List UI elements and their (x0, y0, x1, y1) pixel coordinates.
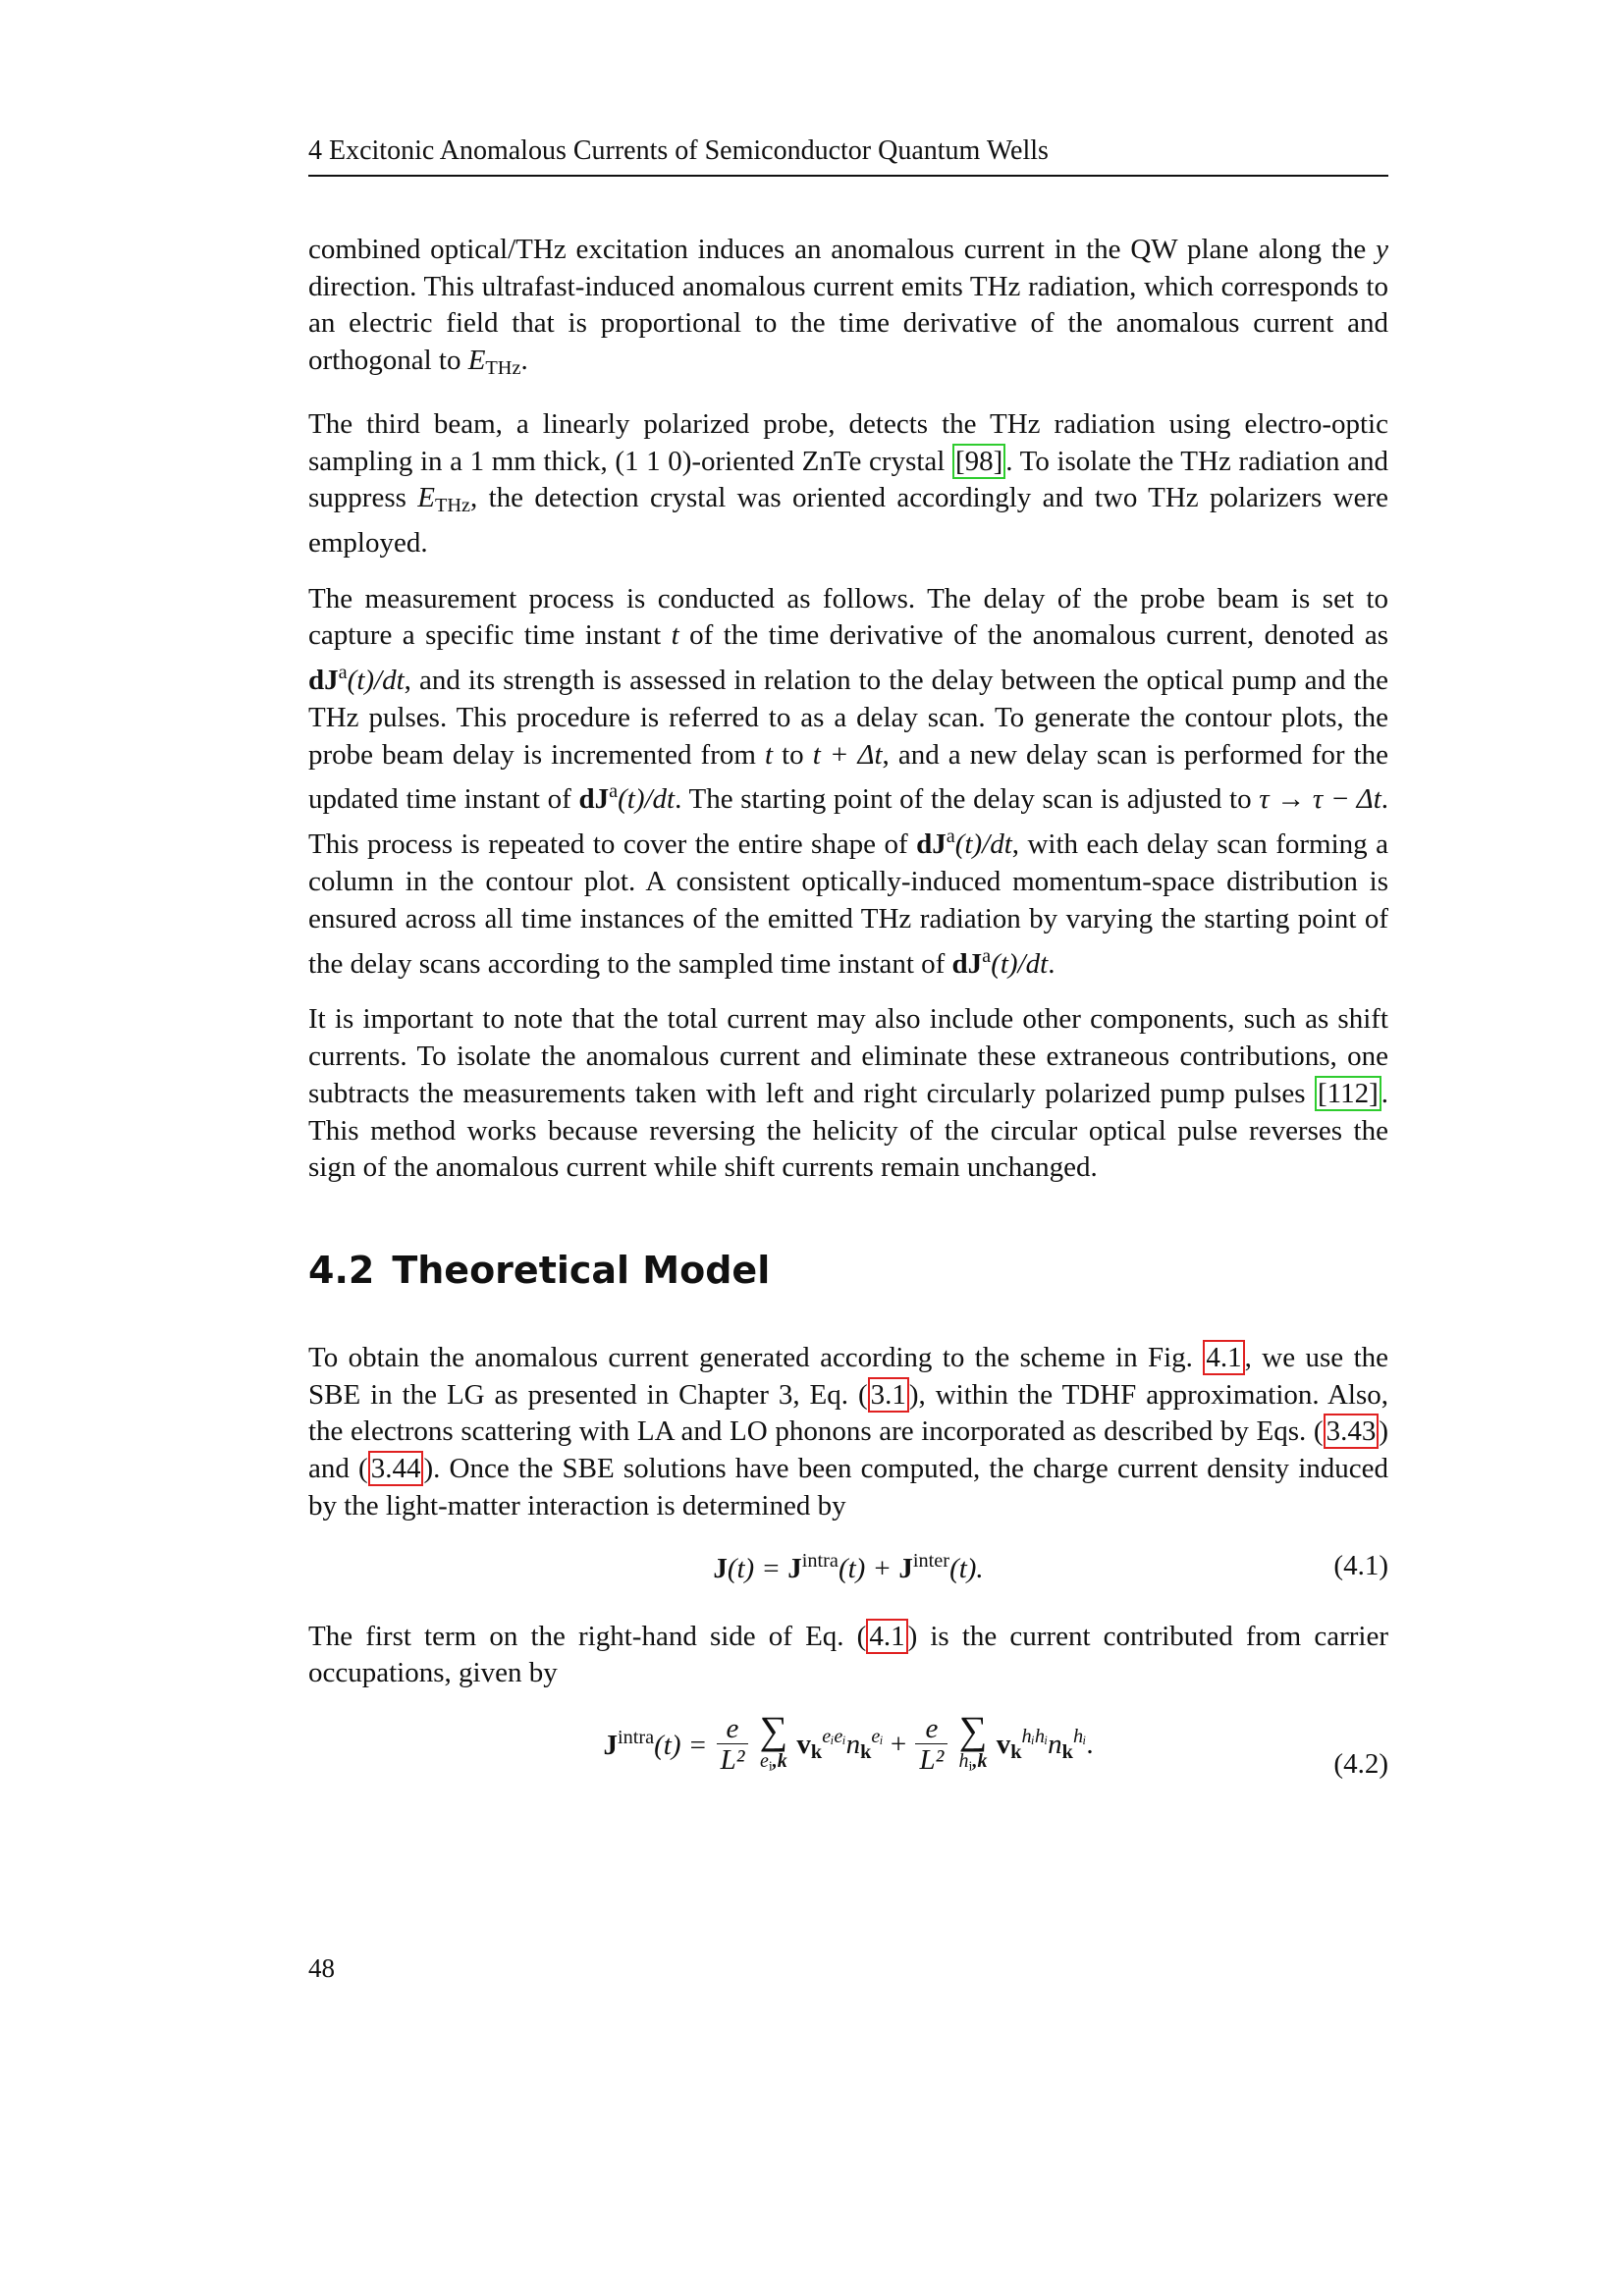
paragraph-2 (308, 406, 1388, 562)
summand (796, 1725, 914, 1763)
math-sup: a (609, 780, 619, 803)
math-dj: dJ (578, 783, 610, 816)
text: , with each delay scan forming a column in the contour plot. A consistent optically-induced momentum-space distribution is ensured across all time instances of the emitted THz radiation by varying the starting point of the delay scans according to the sampled time instant of (308, 828, 1388, 980)
text: ) and ( (308, 1415, 1388, 1485)
plus: + (883, 1728, 914, 1760)
equation-number: (4.1) (1333, 1549, 1388, 1581)
math-sub: THz (485, 357, 521, 380)
denominator: L² (720, 1743, 745, 1776)
sum-index (760, 1750, 788, 1779)
text: . This method works because reversing the helicity of the circular optical pulse reverses the sign of the anomalous current while shift currents remain unchanged. (308, 1077, 1388, 1184)
numerator: e (717, 1714, 749, 1744)
equation-4-1 (308, 1544, 1388, 1599)
idx-k: ,k (972, 1749, 988, 1772)
math-rest: (t)/dt (618, 783, 676, 816)
math-args: (t) + (838, 1552, 899, 1584)
math-args: (t) = (654, 1730, 715, 1762)
math-args: (t). (949, 1552, 984, 1584)
text: of the time derivative of the anomalous current, denoted as (678, 619, 1389, 652)
math-n: n (845, 1728, 861, 1760)
text: . The starting point of the delay scan is adjusted to (675, 783, 1260, 816)
sum-symbol (759, 1707, 788, 1779)
math-sup: hᵢ (1072, 1725, 1087, 1747)
math-v: v (996, 1728, 1011, 1760)
math-rest: (t)/dt (347, 665, 405, 697)
period: . (1086, 1728, 1094, 1760)
math-y: y (1376, 234, 1388, 265)
text: ) is the current contributed from carrier occupations, given by (308, 1620, 1388, 1689)
math-rest: (t)/dt (991, 947, 1049, 980)
text: . (1048, 947, 1056, 980)
paragraph-6 (308, 1619, 1388, 1692)
body-text-top (308, 232, 1388, 1205)
equation-ref-link[interactable]: 4.1 (866, 1619, 907, 1654)
math-sup: intra (617, 1727, 655, 1749)
citation-link[interactable]: [112] (1315, 1076, 1381, 1111)
math-sup: hᵢhᵢ (1021, 1725, 1049, 1747)
math-k: k (1010, 1740, 1022, 1763)
text: . This process is repeated to cover the entire shape of (308, 783, 1388, 861)
equation-ref-link[interactable]: 3.44 (368, 1451, 424, 1486)
text: . (520, 345, 528, 377)
math-j: J (898, 1552, 913, 1584)
section-title: Theoretical Model (392, 1249, 771, 1292)
paragraph-3 (308, 581, 1388, 984)
sigma: ∑ (759, 1707, 788, 1752)
text: The third beam, a linearly polarized probe, detects the THz radiation using electro-optic sampling in a 1 mm thick, (1 1 0)-oriented ZnTe crystal (308, 407, 1388, 477)
text: ). Once the SBE solutions have been computed, the charge current density induced by the light-matter interaction is determined by (308, 1453, 1388, 1522)
math-sup: intra (801, 1549, 839, 1572)
text: , we use the SBE in the LG as presented in Chapter 3, Eq. ( (308, 1342, 1388, 1411)
text: . To isolate the THz radiation and suppress (308, 445, 1388, 514)
math-j: J (603, 1730, 618, 1762)
running-header: 4 Excitonic Anomalous Currents of Semiconductor Quantum Wells (308, 133, 1388, 177)
text: direction. This ultrafast-induced anomalous current emits THz radiation, which corresponds to an electric field that is proportional to the time derivative of the anomalous current and orthogonal to (308, 270, 1388, 377)
text: ), within the TDHF approximation. Also, the electrons scattering with LA and LO phonons are incorporated as described by Eqs. ( (308, 1378, 1388, 1448)
math-k: k (860, 1740, 872, 1763)
math-dj: dJ (308, 665, 339, 697)
section-heading (308, 1247, 770, 1294)
text: combined optical/THz excitation induces an anomalous current in the QW plane along the (308, 234, 1377, 265)
sigma: ∑ (958, 1707, 988, 1752)
equation-body (308, 1550, 1388, 1585)
text: It is important to note that the total current may also include other components, such as shift currents. To isolate the anomalous current and eliminate these extraneous contributions, one subtracts the measurements taken with left and right circularly polarized pump pulses (308, 1003, 1388, 1109)
text: The first term on the right-hand side of Eq. ( (308, 1620, 867, 1652)
math-tau: τ → τ − Δt (1259, 783, 1381, 816)
citation-link[interactable]: [98] (952, 444, 1005, 479)
math-sup: eᵢ (871, 1725, 884, 1747)
math-t: t (764, 738, 774, 771)
text: To obtain the anomalous current generated according to the scheme in Fig. (308, 1342, 1204, 1373)
section-number: 4.2 (308, 1249, 375, 1292)
sum-symbol (958, 1707, 988, 1779)
math-sup: a (946, 826, 955, 848)
equation-number: (4.2) (1333, 1747, 1388, 1780)
text: to (773, 738, 813, 771)
text: , and its strength is assessed in relation to the delay between the optical pump and the THz pulses. This procedure is referred to as a delay scan. To generate the contour plots, the probe beam delay is incremented from (308, 665, 1388, 771)
equation-ref-link[interactable]: 3.1 (868, 1377, 909, 1413)
fraction (717, 1714, 749, 1776)
text: , the detection crystal was oriented accordingly and two THz polarizers were employed. (308, 482, 1388, 560)
math-sup: eᵢeᵢ (822, 1725, 846, 1747)
math-rest: (t)/dt (954, 828, 1012, 861)
math-sub: THz (434, 495, 470, 517)
equation-ref-link[interactable]: 3.43 (1324, 1414, 1380, 1449)
math-v: v (796, 1728, 811, 1760)
numerator: e (915, 1714, 947, 1744)
paragraph-4 (308, 1001, 1388, 1187)
idx-sub: i (768, 1759, 773, 1775)
math-e: E (417, 482, 435, 514)
math-t-dt: t + Δt (812, 738, 883, 771)
math-n: n (1048, 1728, 1062, 1760)
math-e: E (467, 345, 486, 377)
text: , and a new delay scan is performed for the updated time instant of (308, 738, 1388, 816)
math-sup: a (338, 662, 348, 684)
math-sup: a (982, 944, 992, 967)
math-sup: inter (912, 1549, 950, 1572)
math-j: J (787, 1552, 802, 1584)
text: The measurement process is conducted as follows. The delay of the probe beam is set to capture a specific time instant (308, 582, 1388, 652)
denominator: L² (919, 1743, 945, 1776)
math-j: J (713, 1552, 728, 1584)
idx-k: ,k (772, 1749, 787, 1772)
math-dj: dJ (951, 947, 983, 980)
math-k: k (810, 1740, 823, 1763)
idx: e (760, 1749, 769, 1772)
idx-sub: i (968, 1759, 973, 1775)
math-dj: dJ (916, 828, 947, 861)
paragraph-1 (308, 232, 1388, 388)
paragraph-5 (308, 1340, 1388, 1525)
sum-index (959, 1750, 988, 1779)
summand (996, 1725, 1094, 1763)
equation-4-2 (308, 1707, 1388, 1819)
math-args: (t) = (727, 1552, 788, 1584)
body-text-bottom (308, 1340, 1388, 1819)
idx: h (958, 1749, 969, 1772)
figure-ref-link[interactable]: 4.1 (1203, 1340, 1244, 1375)
math-t: t (671, 619, 679, 652)
equation-body (308, 1707, 1388, 1779)
fraction (915, 1714, 947, 1776)
page-number: 48 (308, 1953, 335, 1983)
lhs (603, 1727, 715, 1762)
math-k: k (1061, 1740, 1073, 1763)
